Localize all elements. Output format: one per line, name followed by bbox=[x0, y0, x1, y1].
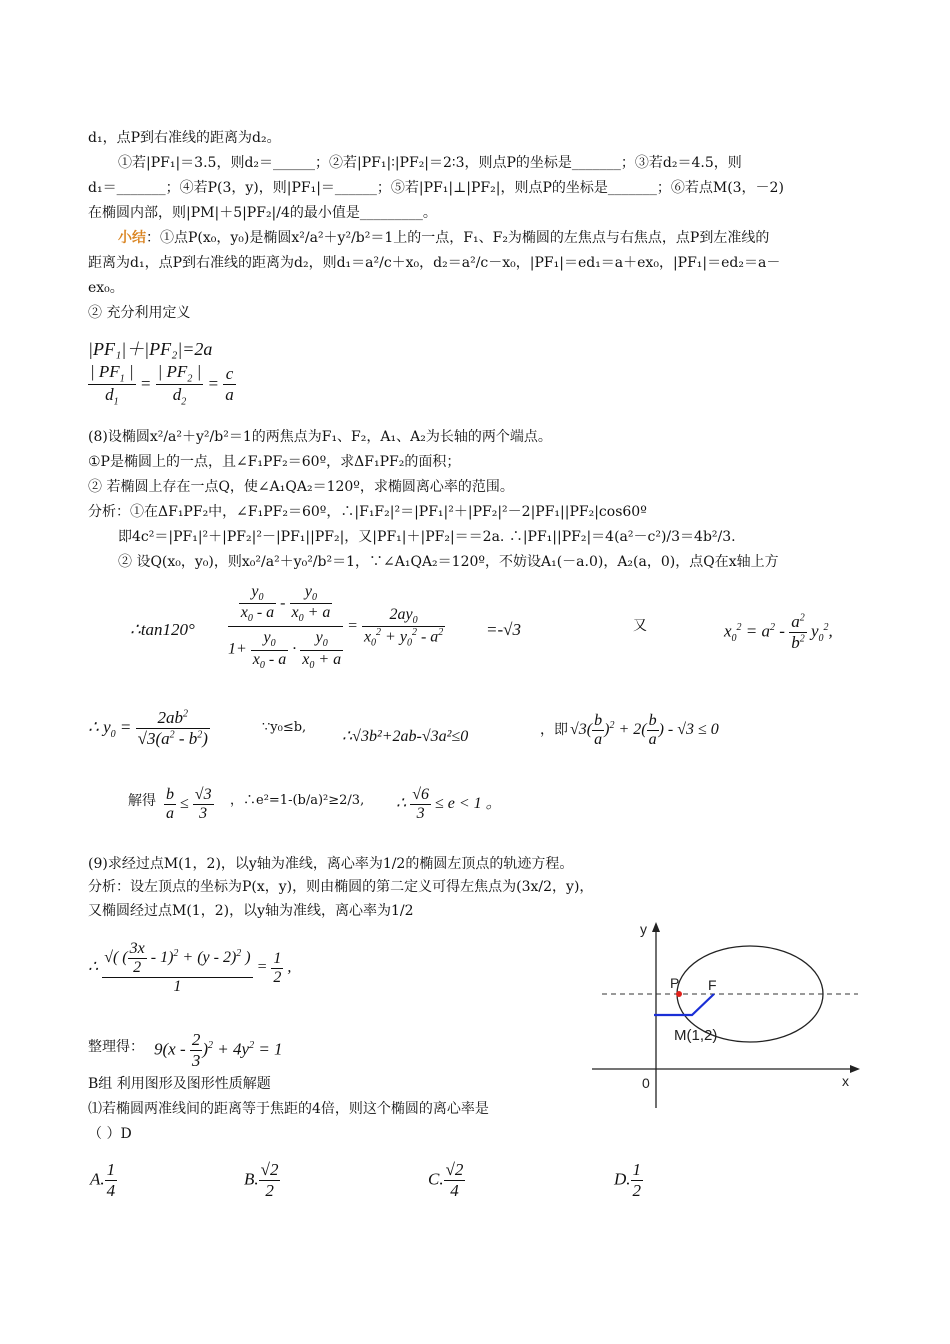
inequality-1: ∴√3b²+2ab-√3a²≤0 bbox=[342, 728, 469, 745]
path-m-to-f bbox=[654, 994, 714, 1015]
text-line: d₁，点P到右准线的距离为d₂。 bbox=[88, 130, 281, 146]
problem-8: (8)设椭圆x²/a²＋y²/b²＝1的两焦点为F₁、F₂，A₁、A₂为长轴的两个端点。 bbox=[88, 429, 552, 445]
summary-line bbox=[118, 228, 769, 248]
label-m: M(1,2) bbox=[674, 1027, 718, 1044]
point-p bbox=[676, 991, 682, 997]
text-line: 分析：设左顶点的坐标为P(x，y)，则由椭圆的第二定义可得左焦点为(3x/2，y)， bbox=[88, 879, 594, 895]
tan-label: ∴tan120° bbox=[130, 620, 195, 639]
inequality-2: √3( $\frac{b}{a}$ )$^2$ + 2( $\frac{b}{a}$ ) - √3 ≤ 0 bbox=[570, 712, 719, 748]
summary-text: ：①点P(x₀，y₀)是椭圆x²/a²＋y²/b²＝1上的一点，F₁、F₂为椭圆的左焦点与右焦点，点P到左准线的 bbox=[146, 230, 770, 246]
e-range: ∴ $\frac{√6}{3}$ ≤ e < 1 。 bbox=[396, 786, 502, 822]
tidy-label: 整理得： bbox=[88, 1039, 144, 1055]
text-line: 距离为d₁，点P到右准线的距离为d₂，则d₁＝a²/c＋x₀，d₂＝a²/c－x₀，|PF₁|＝ed₁＝a＋ex₀，|PF₁|＝ed₂＝a－ bbox=[88, 255, 781, 271]
analysis-line: 分析：①在ΔF₁PF₂中，∠F₁PF₂＝60º，∴|F₁F₂|²＝|PF₁|²＋|PF₂|²－2|PF₁||PF₂|cos60º bbox=[88, 504, 647, 520]
exercise-blanks-1: ①若|PF₁|＝3.5，则d₂＝______；②若|PF₁|∶|PF₂|＝2∶3，则点P的坐标是_______；③若d₂＝4.5，则 bbox=[118, 155, 742, 171]
solve-label: 解得 bbox=[128, 793, 156, 809]
tan-formula: $\frac{y_0}{x_0 - a}$ - $\frac{y_0}{x_0 + a}$ 1+ $\frac{y_0}{x_0 - a}$ · $\frac{y_0}{x_0 + a}$ = $\frac{2ay_0}{x_0^2 + y_0^2 - a^2}$ bbox=[228, 583, 444, 671]
text-line: ② 设Q(x₀，y₀)，则x₀²/a²＋y₀²/b²＝1，∵∠A₁QA₂＝120º，不妨设A₁(－a.0)，A₂(a，0)，点Q在x轴上方 bbox=[118, 554, 779, 570]
label-y: y bbox=[640, 921, 647, 937]
text-line: ② 充分利用定义 bbox=[88, 305, 191, 321]
group-b-q1: ⑴若椭圆两准线间的距离等于焦距的4倍，则这个椭圆的离心率是 bbox=[88, 1101, 489, 1117]
text-line: 即4c²＝|PF₁|²＋|PF₂|²－|PF₁||PF₂|，又|PF₁|＋|PF₂|＝＝2a. ∴|PF₁||PF₂|＝4(a²－c²)/3＝4b²/3. bbox=[118, 529, 736, 545]
exercise-blanks-2: d₁＝_______；④若P(3，y)，则|PF₁|＝______；⑤若|PF₁|⊥|PF₂|，则点P的坐标是_______；⑥若点M(3，－2) bbox=[88, 180, 784, 196]
tan-result: =-√3 bbox=[486, 620, 521, 639]
answer-bracket: （ ）D bbox=[88, 1126, 132, 1142]
option-c: C. $\frac{√2}{4}$ bbox=[428, 1160, 464, 1200]
label-origin: 0 bbox=[642, 1075, 650, 1091]
text-line: 又椭圆经过点M(1，2)，以y轴为准线，离心率为1/2 bbox=[88, 903, 414, 919]
distance-ratio-formula: ∴ √( ( $\frac{3x}{2}$ - 1)$^2$ + (y - 2)$^2$ ) 1 = $\frac{1}{2}$ , bbox=[88, 940, 292, 995]
exercise-blanks-3: 在椭圆内部，则|PM|＋5|PF₂|/4的最小值是_________。 bbox=[88, 205, 437, 221]
group-b-heading: B组 利用图形及图形性质解题 bbox=[88, 1076, 271, 1092]
ellipse-diagram bbox=[588, 918, 868, 1118]
x-axis-arrow-icon bbox=[850, 1065, 860, 1073]
y0-condition: ∵y₀≤b, bbox=[262, 720, 307, 735]
ji-label: ，即 bbox=[540, 722, 568, 738]
ratio-bound: $\frac{b}{a}$ ≤ $\frac{√3}{3}$ bbox=[166, 786, 212, 822]
x0-squared-formula: $x_0^2 = a^2$ - $\frac{a^2}{b^2}$ $y_0^2$, bbox=[724, 612, 833, 652]
option-a: A. $\frac{1}{4}$ bbox=[90, 1160, 116, 1200]
e-squared: ，∴e²=1-(b/a)²≥2/3, bbox=[230, 793, 365, 808]
text-line: ② 若椭圆上存在一点Q，使∠A₁QA₂＝120º，求椭圆离心率的范围。 bbox=[88, 479, 514, 495]
problem-9: (9)求经过点M(1，2)，以y轴为准线，离心率为1/2的椭圆左顶点的轨迹方程。 bbox=[88, 856, 574, 872]
y-axis-arrow-icon bbox=[652, 922, 660, 932]
option-b: B. $\frac{√2}{2}$ bbox=[244, 1160, 279, 1200]
label-x: x bbox=[842, 1073, 849, 1089]
option-d: D. $\frac{1}{2}$ bbox=[614, 1160, 642, 1200]
text-line: ex₀。 bbox=[88, 280, 124, 296]
text-line: ①P是椭圆上的一点，且∠F₁PF₂＝60º，求ΔF₁PF₂的面积； bbox=[88, 454, 461, 470]
you-label: 又 bbox=[633, 618, 647, 634]
definition-formula: |PF₁|＋|PF₂|=2a bbox=[88, 339, 213, 359]
label-p: P bbox=[670, 975, 680, 991]
final-equation: 9(x - $\frac{2}{3}$ )$^2 + 4y^2 = 1$ bbox=[154, 1030, 283, 1070]
y0-formula: ∴ $y_0$ = $\frac{2ab^2}{√3(a^2 - b^2)}$ bbox=[88, 708, 208, 748]
summary-label: 小结 bbox=[118, 230, 146, 246]
ratio-formula: $\frac{| PF_1 |}{d_1}$ = $\frac{| PF_2 |}{d_2}$ = $\frac{c}{a}$ bbox=[90, 362, 234, 408]
label-f: F bbox=[708, 977, 717, 993]
